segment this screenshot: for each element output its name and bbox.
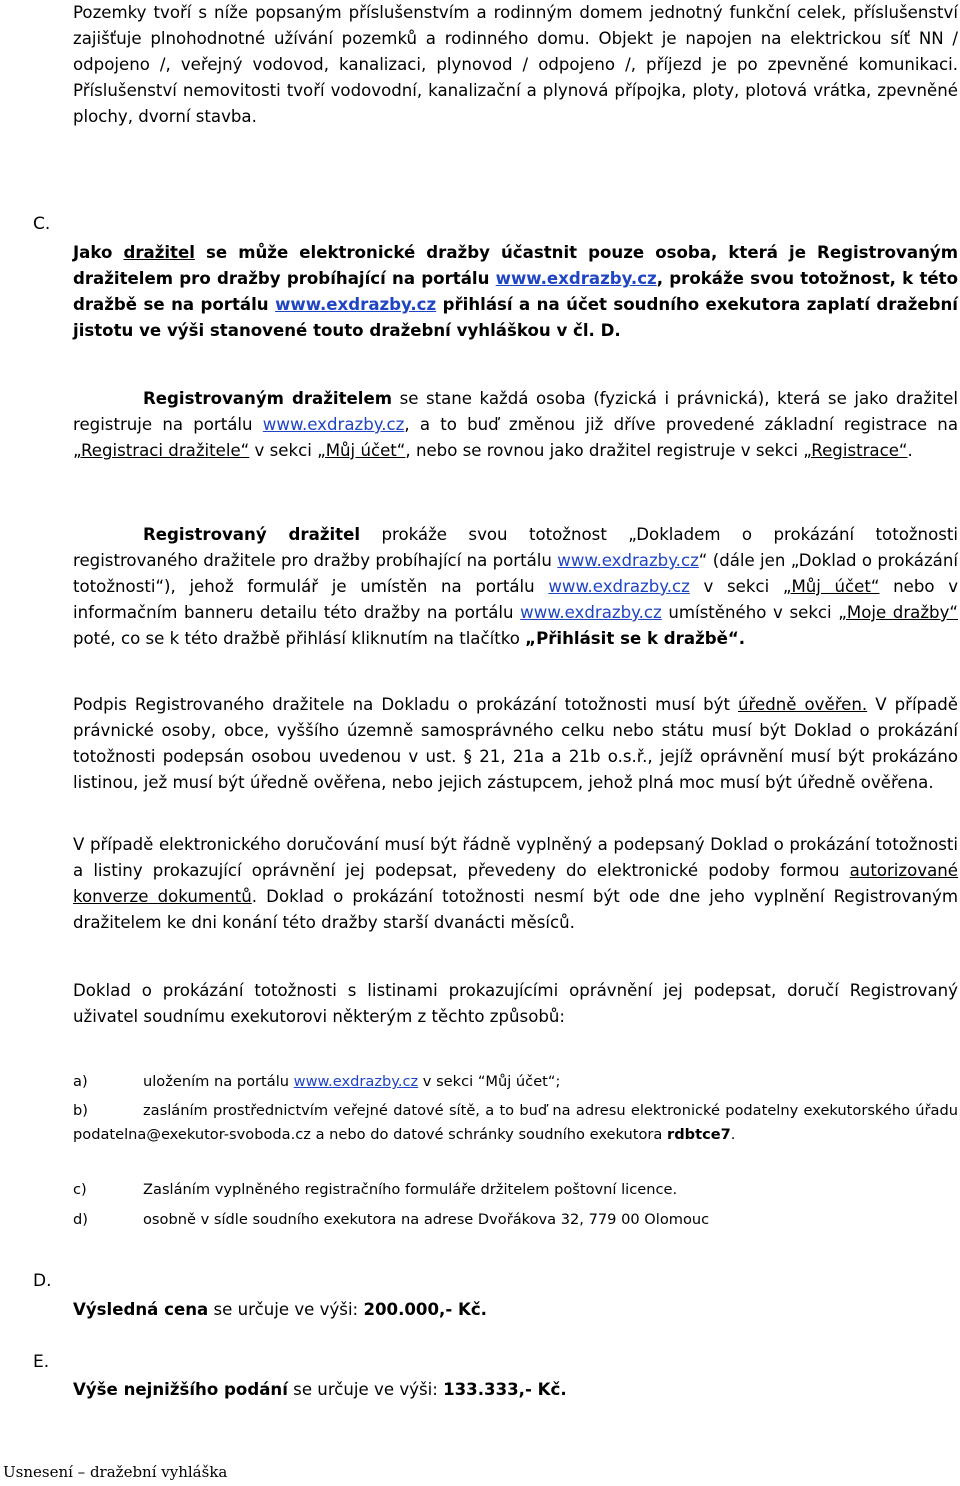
text: poté, co se k této dražbě přihlásí kliknutím na tlačítko [73, 629, 526, 648]
vysledna-cena: Výsledná cena [73, 1300, 209, 1319]
section-c-paragraph-5 [73, 832, 958, 936]
item-label: c) [73, 1181, 87, 1198]
text: . [907, 441, 913, 460]
section-d-marker: D. [33, 1271, 52, 1291]
registrovany-drazitel: Registrovaný dražitel [143, 525, 361, 544]
section-c-paragraph-1 [73, 240, 958, 344]
item-label: a) [73, 1073, 88, 1090]
exdrazby-link[interactable]: www.exdrazby.cz [548, 577, 690, 596]
text: prokáže svou totožnost „Dokladem o prokázání totožnosti registrovaného dražitele pro dražby probíhající na portálu [73, 525, 958, 570]
registrovanym-drazitelem: Registrovaným dražitelem [143, 389, 393, 408]
section-d-paragraph [73, 1297, 958, 1323]
text: se stane každá osoba (fyzická i právnická), která se jako dražitel registruje na portálu [73, 389, 958, 434]
drazitel-underlined: dražitel [123, 243, 195, 262]
item-label: d) [73, 1211, 88, 1228]
text: přihlásí a na účet soudního exekutora zaplatí dražební jistotu ve výši stanovené touto dražební vyhláškou v čl. D. [73, 295, 958, 340]
section-e-paragraph [73, 1377, 958, 1403]
section-c-paragraph-6: Doklad o prokázání totožnosti s listinami prokazujícími oprávnění jej podepsat, doručí Registrovaný uživatel soudnímu exekutorovi některým z těchto způsobů: [73, 981, 958, 1026]
moje-drazby: „Moje dražby“ [838, 603, 958, 622]
section-c-paragraph-2 [73, 386, 958, 464]
text: V případě elektronického doručování musí být řádně vyplněný a podepsaný Doklad o prokázání totožnosti a listiny prokazující oprávnění jej podepsat, převedeny do elektronické podoby formou [73, 835, 958, 880]
text: , nebo se rovnou jako dražitel registruje v sekci [405, 441, 804, 460]
text: nebo v informačním banneru detailu této dražby na portálu [73, 577, 959, 622]
list-item-d [73, 1208, 958, 1232]
intro-paragraph [73, 0, 958, 130]
text: v sekci [689, 577, 783, 596]
item-label: b) [73, 1102, 88, 1119]
list-item-a [73, 1070, 958, 1094]
text: uložením na portálu [143, 1073, 294, 1090]
text: . [730, 1126, 736, 1143]
text: se určuje ve výši: [287, 1380, 444, 1399]
page-footer: Usnesení – dražební vyhláška [3, 1463, 228, 1481]
nejnizsi-podani-value: 133.333,- Kč. [443, 1380, 567, 1399]
datova-schranka-id: rdbtce7 [667, 1126, 731, 1143]
text: se určuje ve výši: [208, 1300, 364, 1319]
intro-text: Pozemky tvoří s níže popsaným příslušenstvím a rodinným domem jednotný funkční celek, příslušenství zajišťuje plnohodnotné užívání pozemků a rodinného domu. Objekt je napojen na elektrickou síť NN / odpojeno /, veřejný vodovod, kanalizaci, plynovod / odpojeno /, příjezd je po zpevněné komunikaci. Příslušenství nemovitosti tvoří vodovodní, kanalizační a plynová přípojka, ploty, plotová vrátka, zpevněné plochy, dvorní stavba. [73, 3, 958, 126]
text: “ (dále jen „Doklad o prokázání totožnosti“), jehož formulář je umístěn na portálu [73, 551, 958, 596]
exdrazby-link[interactable]: www.exdrazby.cz [495, 269, 657, 288]
text: Zasláním vyplněného registračního formuláře držitelem poštovní licence. [143, 1181, 678, 1198]
text: V případě právnické osoby, obce, vyššího územně samosprávného celku nebo státu musí být Doklad o prokázání totožnosti podepsán osobou uvedenou v ust. § 21, 21a a 21b o.s.ř., jejíž oprávnění musí být prokázáno listinou, jež musí být úředně ověřena, nebo jejich zástupcem, jehož plná moc musí být úředně ověřena. [73, 695, 958, 792]
text: umístěného v sekci [661, 603, 839, 622]
section-c-marker: C. [33, 214, 51, 234]
exdrazby-link[interactable]: www.exdrazby.cz [275, 295, 437, 314]
uredne-overen: úředně ověřen. [738, 695, 868, 714]
muj-ucet: „Můj účet“ [317, 441, 406, 460]
text: se může elektronické dražby účastnit pouze osoba, která je Registrovaným dražitelem pro dražby probíhající na portálu [73, 243, 958, 288]
registraci-drazitele: „Registraci dražitele“ [73, 441, 250, 460]
text: . [738, 629, 746, 648]
exdrazby-link[interactable]: www.exdrazby.cz [520, 603, 662, 622]
text: zasláním prostřednictvím veřejné datové sítě, a to buď na adresu elektronické podatelny exekutorského úřadu podatelna@exekutor-svoboda.cz a nebo do datové schránky soudního exekutora [73, 1102, 958, 1143]
exdrazby-link[interactable]: www.exdrazby.cz [557, 551, 699, 570]
text: , a to buď změnou již dříve provedené základní registrace na [404, 415, 958, 434]
text: Podpis Registrovaného dražitele na Dokladu o prokázání totožnosti musí být [73, 695, 739, 714]
prihlasit-se-k-drazbe: „Přihlásit se k dražbě“ [525, 629, 739, 648]
nejnizsi-podani: Výše nejnižšího podání [73, 1380, 288, 1399]
text: v sekci “Můj účet“; [418, 1073, 561, 1090]
registrace: „Registrace“ [803, 441, 908, 460]
text: v sekci [249, 441, 318, 460]
muj-ucet: „Můj účet“ [782, 577, 880, 596]
exdrazby-link[interactable]: www.exdrazby.cz [293, 1073, 419, 1090]
autorizovane-konverze: autorizované konverze dokumentů [73, 861, 958, 906]
vysledna-cena-value: 200.000,- Kč. [363, 1300, 487, 1319]
section-c-paragraph-4 [73, 692, 958, 796]
section-c-paragraph-3 [73, 522, 958, 652]
list-item-c [73, 1178, 958, 1202]
text: osobně v sídle soudního exekutora na adrese Dvořákova 32, 779 00 Olomouc [143, 1211, 710, 1228]
list-item-b [73, 1099, 958, 1147]
text: . Doklad o prokázání totožnosti nesmí být ode dne jeho vyplnění Registrovaným dražitelem ke dni konání této dražby starší dvanácti měsíců. [73, 887, 958, 932]
text: Jako [73, 243, 124, 262]
text: , prokáže svou totožnost, k této dražbě se na portálu [73, 269, 958, 314]
section-e-marker: E. [33, 1352, 50, 1372]
exdrazby-link[interactable]: www.exdrazby.cz [262, 415, 405, 434]
